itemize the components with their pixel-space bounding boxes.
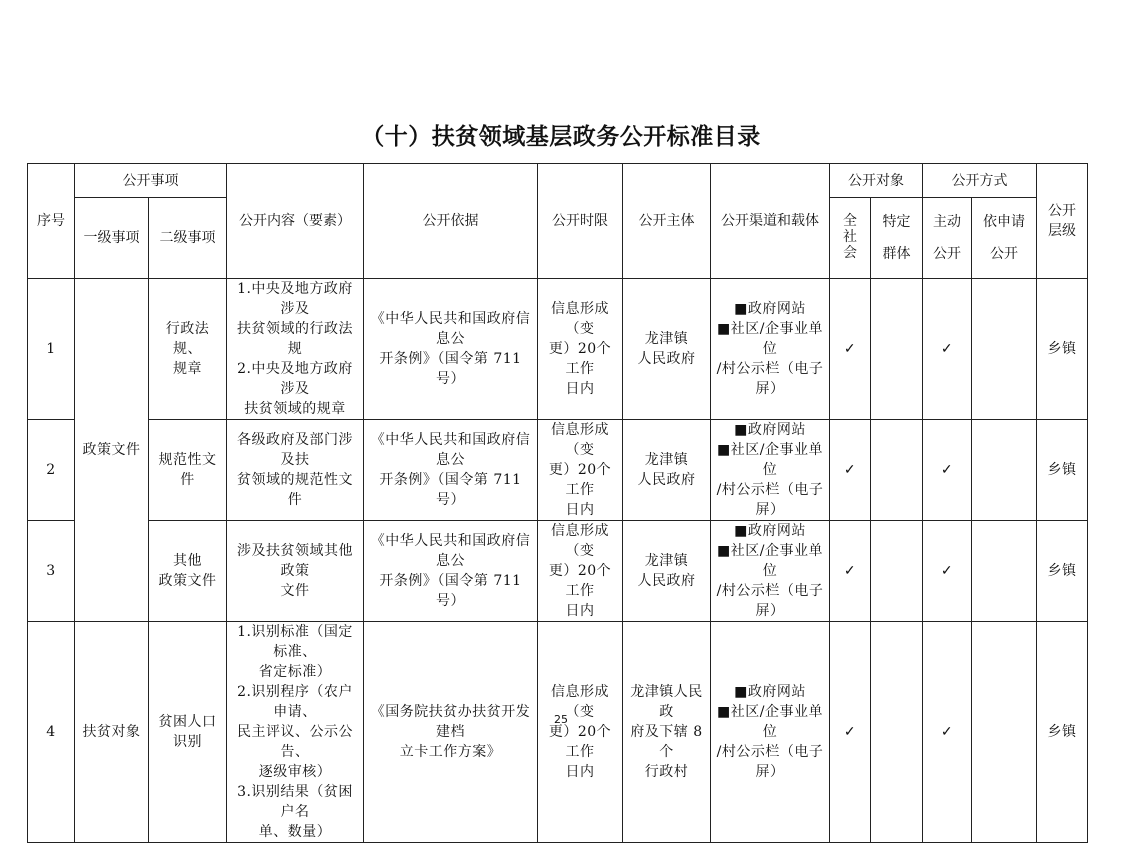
check-icon: ✓ — [830, 279, 871, 420]
row-channel-line: ■政府网站 — [734, 422, 806, 438]
row-channel-line: /村公示栏（电子屏） — [716, 744, 824, 780]
table-row — [28, 521, 1088, 622]
header-method-active-line: 公开 — [933, 246, 961, 262]
row-channel — [711, 622, 830, 843]
row-basis — [364, 420, 538, 521]
row-content-line: 2.识别程序（农户申请、 — [237, 684, 353, 720]
row-basis — [364, 279, 538, 420]
row-channel — [711, 420, 830, 521]
row-level: 乡镇 — [1037, 279, 1088, 420]
row-level: 乡镇 — [1037, 420, 1088, 521]
header-time-limit: 公开时限 — [538, 164, 623, 279]
header-target-all-text: 全社会 — [843, 213, 857, 261]
row-level2-line: 规章 — [173, 361, 202, 377]
row-channel-line: /村公示栏（电子屏） — [716, 361, 824, 397]
row-content-line: 各级政府及部门涉及扶 — [237, 432, 353, 468]
row-channel-line: ■政府网站 — [734, 301, 806, 317]
table-row — [28, 622, 1088, 843]
row-time-limit — [538, 521, 623, 622]
header-row-1 — [28, 164, 1088, 198]
row-content-line: 涉及扶贫领域其他政策 — [237, 543, 353, 579]
header-method: 公开方式 — [923, 164, 1037, 198]
header-method-active-line: 主动 — [933, 214, 961, 230]
row-time-limit-line: 信息形成（变 — [551, 422, 609, 458]
row-specific — [871, 279, 923, 420]
row-subject-line: 府及下辖 8 个 — [630, 724, 703, 760]
row-time-limit-line: 信息形成（变 — [551, 301, 609, 337]
row-time-limit — [538, 622, 623, 843]
row-time-limit-line: 更）20个工作 — [548, 462, 612, 498]
header-content: 公开内容（要素） — [227, 164, 364, 279]
row-content-line: 民主评议、公示公告、 — [237, 724, 353, 760]
row-basis-line: 《中华人民共和国政府信息公 — [370, 432, 531, 468]
row-content-line: 扶贫领域的规章 — [244, 401, 346, 417]
row-basis-line: 《中华人民共和国政府信息公 — [370, 533, 531, 569]
row-level2-line: 识别 — [173, 734, 202, 750]
row-subject-line: 人民政府 — [637, 472, 696, 488]
header-level1: 一级事项 — [75, 198, 149, 279]
row-content-line: 2.中央及地方政府涉及 — [237, 361, 353, 397]
header-level2: 二级事项 — [149, 198, 227, 279]
header-basis: 公开依据 — [364, 164, 538, 279]
row-level2-line: 规范性文件 — [158, 452, 217, 488]
header-level — [1037, 164, 1088, 279]
check-icon: ✓ — [923, 622, 972, 843]
check-icon: ✓ — [830, 420, 871, 521]
row-time-limit-line: 更）20个工作 — [548, 341, 612, 377]
row-subject-line: 龙津镇 — [644, 331, 689, 347]
row-time-limit-line: 日内 — [565, 764, 595, 780]
header-subject: 公开主体 — [623, 164, 711, 279]
row-content-line: 1.中央及地方政府涉及 — [237, 281, 353, 317]
row-subject — [623, 279, 711, 420]
row-level2 — [149, 521, 227, 622]
row-basis-line: 开条例》（国令第 711 号） — [379, 351, 522, 387]
row-subject-line: 龙津镇人民政 — [630, 684, 703, 720]
row-channel-line: ■社区/企事业单位 — [717, 543, 823, 579]
row-basis-line: 立卡工作方案》 — [399, 744, 502, 760]
check-icon: ✓ — [830, 521, 871, 622]
check-icon: ✓ — [830, 622, 871, 843]
row-subject-line: 行政村 — [644, 764, 689, 780]
row-time-limit-line: 更）20个工作 — [548, 724, 612, 760]
check-icon: ✓ — [923, 279, 972, 420]
row-level2-line: 其他 — [173, 553, 202, 569]
row-channel — [711, 521, 830, 622]
row-content-line: 省定标准） — [258, 664, 332, 680]
row-apply — [972, 521, 1037, 622]
header-level-line: 层级 — [1048, 223, 1076, 239]
header-method-active — [923, 198, 972, 279]
header-target-specific — [871, 198, 923, 279]
row-time-limit-line: 信息形成（变 — [551, 523, 609, 559]
check-icon: ✓ — [923, 420, 972, 521]
row-content — [227, 521, 364, 622]
row-channel-line: ■政府网站 — [734, 523, 806, 539]
row-content-line: 文件 — [280, 583, 310, 599]
row-time-limit-line: 日内 — [565, 603, 595, 619]
group-poverty-targets: 扶贫对象 — [75, 622, 149, 843]
header-channel: 公开渠道和载体 — [711, 164, 830, 279]
row-basis — [364, 622, 538, 843]
row-level2-line: 行政法规、 — [165, 321, 210, 357]
table-row — [28, 279, 1088, 420]
row-specific — [871, 521, 923, 622]
row-specific — [871, 420, 923, 521]
row-subject — [623, 622, 711, 843]
row-level2 — [149, 420, 227, 521]
page-number: 25 — [554, 713, 568, 726]
row-channel-line: ■社区/企事业单位 — [717, 704, 823, 740]
page-title: （十）扶贫领域基层政务公开标准目录 — [361, 123, 761, 150]
row-level2-line: 贫困人口 — [158, 714, 217, 730]
header-level-line: 公开 — [1048, 203, 1076, 219]
row-content-line: 3.识别结果（贫困户名 — [237, 784, 353, 820]
header-target-specific-line: 群体 — [882, 246, 911, 262]
row-subject-line: 人民政府 — [637, 573, 696, 589]
header-method-apply-line: 依申请 — [983, 214, 1025, 230]
row-apply — [972, 279, 1037, 420]
row-basis-line: 《国务院扶贫办扶贫开发建档 — [370, 704, 531, 740]
row-subject-line: 龙津镇 — [644, 553, 689, 569]
row-level: 乡镇 — [1037, 622, 1088, 843]
row-seq: 1 — [28, 279, 75, 420]
header-target: 公开对象 — [830, 164, 923, 198]
row-content — [227, 279, 364, 420]
row-channel-line: ■政府网站 — [734, 684, 806, 700]
row-apply — [972, 420, 1037, 521]
row-content-line: 贫领域的规范性文件 — [237, 472, 353, 508]
header-target-specific-line: 特定 — [882, 214, 911, 230]
row-time-limit-line: 信息形成（变 — [551, 684, 609, 720]
row-subject — [623, 521, 711, 622]
row-seq: 3 — [28, 521, 75, 622]
row-subject-line: 人民政府 — [637, 351, 696, 367]
row-apply — [972, 622, 1037, 843]
row-time-limit-line: 日内 — [565, 502, 595, 518]
row-basis-line: 开条例》（国令第 711 号） — [379, 472, 522, 508]
header-seq: 序号 — [28, 164, 75, 279]
row-content — [227, 622, 364, 843]
row-seq: 2 — [28, 420, 75, 521]
standard-catalog-table — [27, 163, 1088, 843]
group-policy-files: 政策文件 — [75, 279, 149, 622]
header-method-apply-line: 公开 — [990, 246, 1018, 262]
check-icon: ✓ — [923, 521, 972, 622]
row-time-limit-line: 日内 — [565, 381, 595, 397]
row-content-line: 单、数量） — [258, 824, 332, 840]
row-time-limit-line: 更）20个工作 — [548, 563, 612, 599]
table-row — [28, 420, 1088, 521]
header-target-all — [830, 198, 871, 279]
row-channel — [711, 279, 830, 420]
row-time-limit — [538, 420, 623, 521]
row-content-line: 1.识别标准（国定标准、 — [237, 624, 353, 660]
row-content — [227, 420, 364, 521]
row-time-limit — [538, 279, 623, 420]
row-seq: 4 — [28, 622, 75, 843]
row-channel-line: ■社区/企事业单位 — [717, 442, 823, 478]
row-content-line: 逐级审核） — [258, 764, 332, 780]
row-level2 — [149, 622, 227, 843]
row-level2-line: 政策文件 — [158, 573, 217, 589]
row-basis-line: 开条例》（国令第 711 号） — [379, 573, 522, 609]
row-channel-line: /村公示栏（电子屏） — [716, 583, 824, 619]
row-channel-line: /村公示栏（电子屏） — [716, 482, 824, 518]
row-subject-line: 龙津镇 — [644, 452, 689, 468]
row-subject — [623, 420, 711, 521]
row-level2 — [149, 279, 227, 420]
header-items: 公开事项 — [75, 164, 227, 198]
row-basis-line: 《中华人民共和国政府信息公 — [370, 311, 531, 347]
row-specific — [871, 622, 923, 843]
header-method-apply — [972, 198, 1037, 279]
row-content-line: 扶贫领域的行政法规 — [237, 321, 353, 357]
row-channel-line: ■社区/企事业单位 — [717, 321, 823, 357]
row-basis — [364, 521, 538, 622]
row-level: 乡镇 — [1037, 521, 1088, 622]
